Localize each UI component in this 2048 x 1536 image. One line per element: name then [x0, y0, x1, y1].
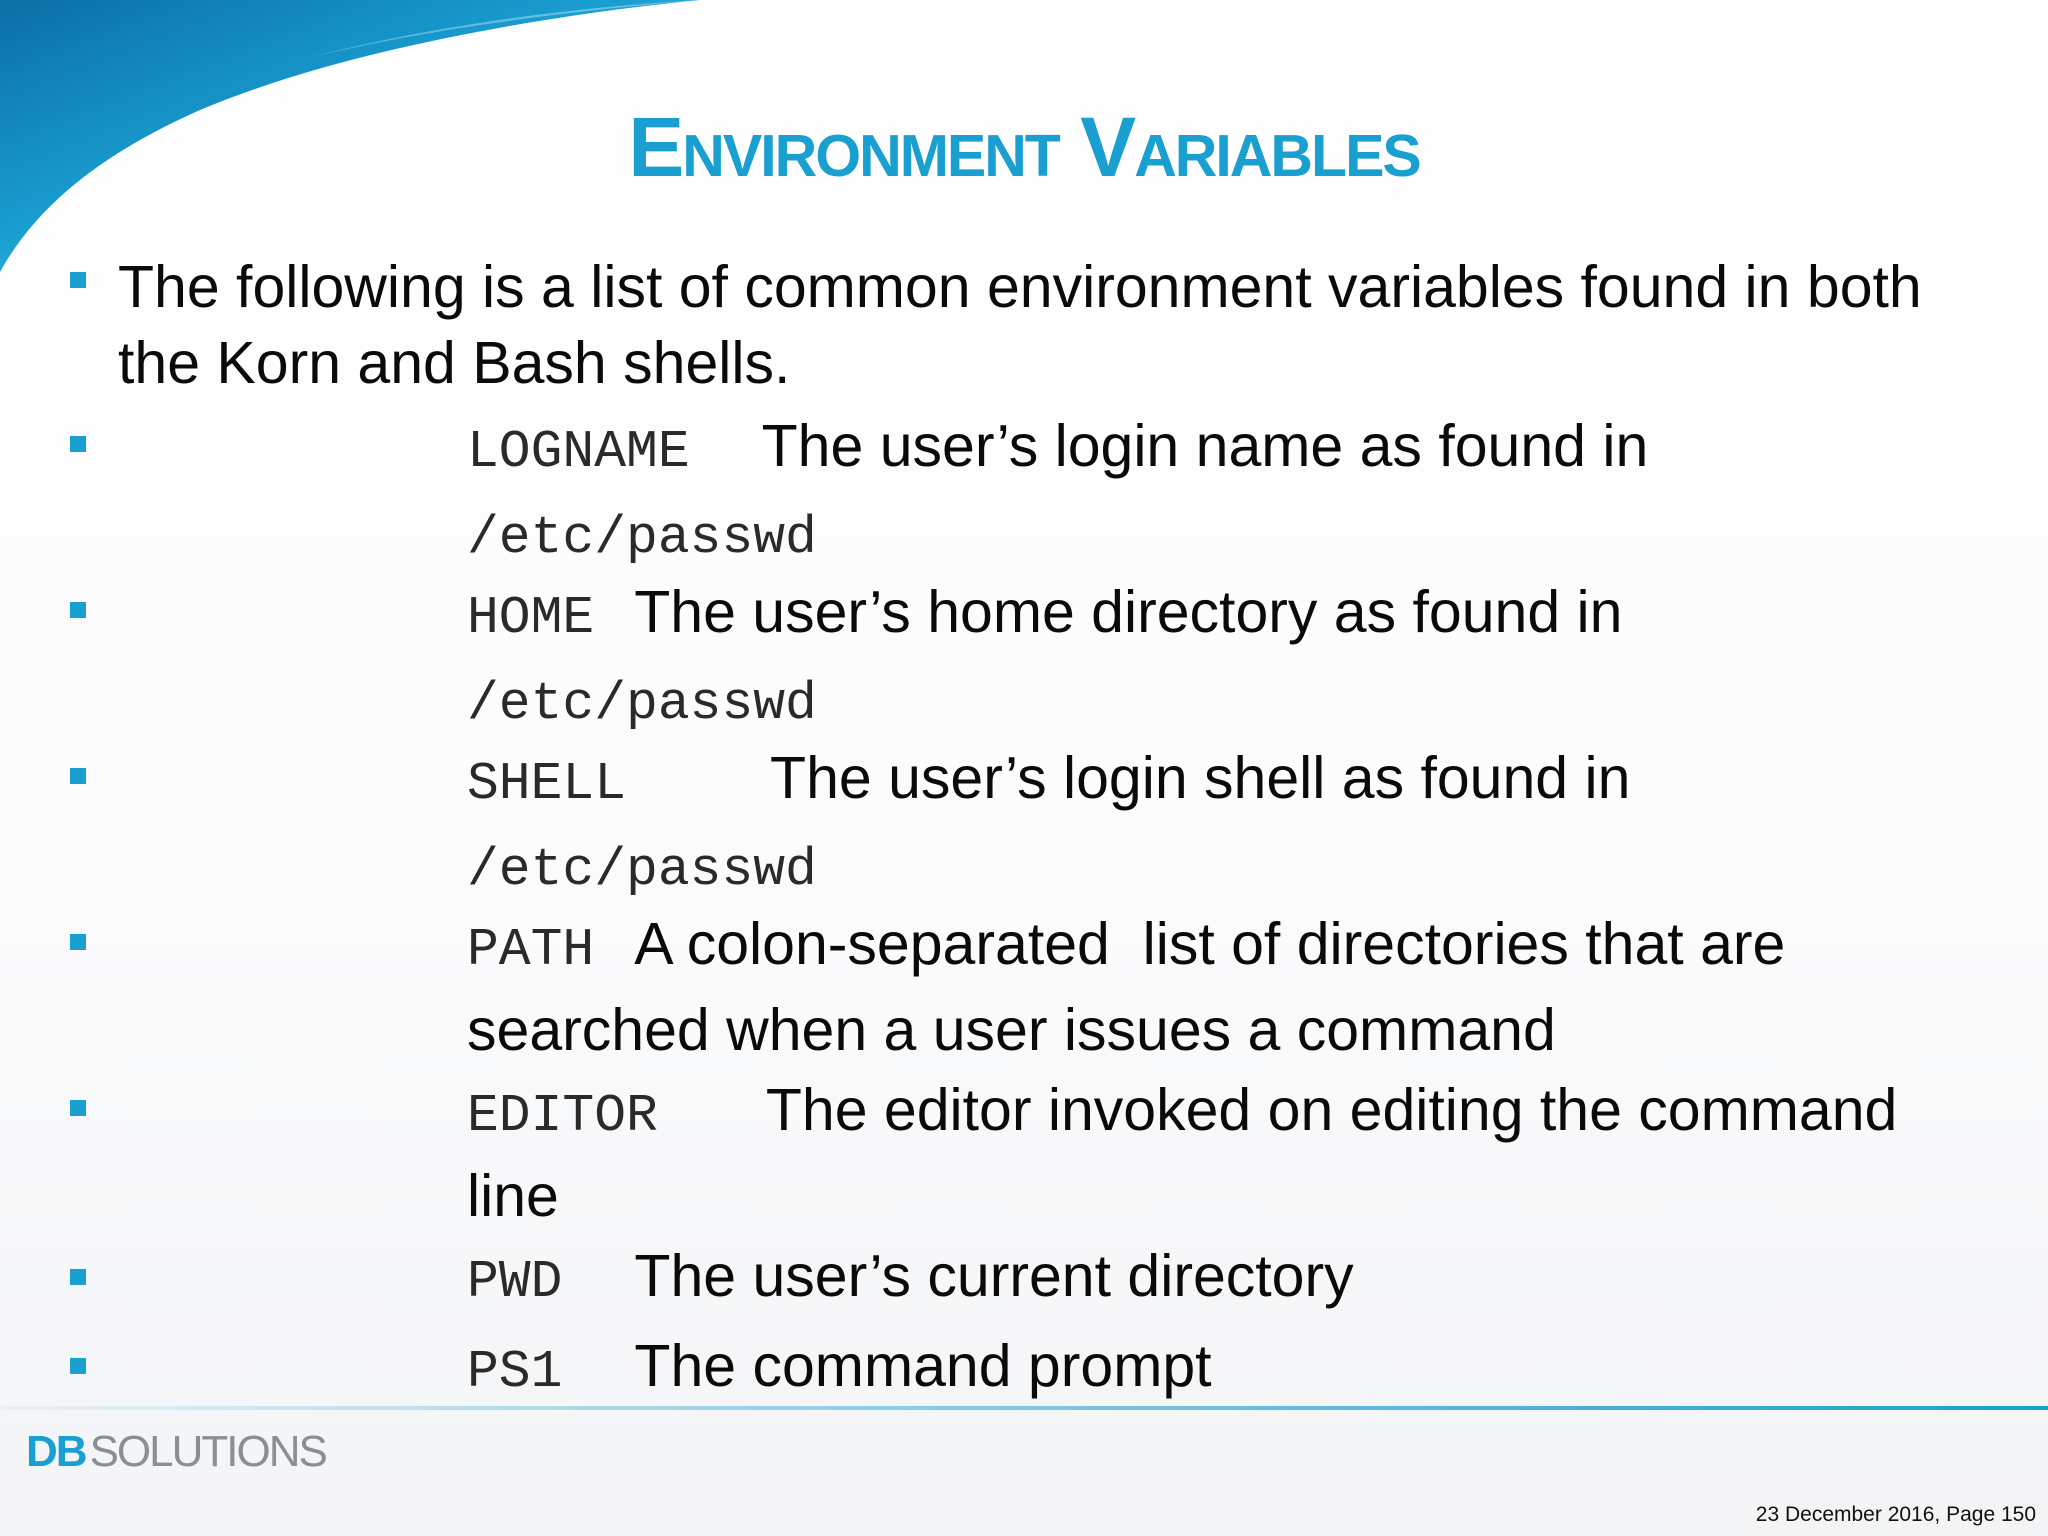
- env-var-name: HOME: [467, 588, 595, 648]
- env-var-description: The user’s login name as found in: [761, 413, 1649, 479]
- env-var-name: SHELL: [467, 754, 627, 814]
- env-var-description: The command prompt: [634, 1333, 1212, 1399]
- env-var-entry-editor: [467, 1070, 2037, 1236]
- footer-date-page: 23 December 2016, Page 150: [1755, 1503, 2036, 1526]
- bullet-marker: [70, 602, 86, 618]
- env-var-description: The user’s current directory: [634, 1243, 1354, 1309]
- env-var-name: LOGNAME: [467, 422, 690, 482]
- intro-text: The following is a list of common environment variables found in both the Korn and Bash shells.: [118, 254, 1922, 396]
- bullet-marker: [70, 1100, 86, 1116]
- env-var-entry-home: [467, 572, 2037, 744]
- env-var-entry-logname: [467, 406, 2037, 578]
- bullet-marker: [70, 436, 86, 452]
- bullet-marker: [70, 272, 86, 288]
- env-var-name: PATH: [467, 920, 595, 980]
- env-var-entry-path: [467, 904, 2037, 1070]
- env-var-path: /etc/passwd: [467, 674, 817, 734]
- env-var-description: The editor invoked on editing the command: [765, 1077, 1898, 1143]
- logo-suffix: SOLUTIONS: [89, 1427, 326, 1476]
- env-var-path: /etc/passwd: [467, 840, 817, 900]
- bullet-marker: [70, 1269, 86, 1285]
- env-var-entry-shell: [467, 738, 2037, 910]
- env-var-entry-ps1: [467, 1326, 2037, 1412]
- env-var-description: The user’s login shell as found in: [770, 745, 1631, 811]
- env-var-description: The user’s home directory as found in: [634, 579, 1623, 645]
- company-logo: [26, 1422, 326, 1482]
- slide-title: Environment Variables: [628, 100, 1420, 194]
- env-var-path: /etc/passwd: [467, 508, 817, 568]
- bullet-marker: [70, 1358, 86, 1374]
- env-var-name: EDITOR: [467, 1086, 658, 1146]
- env-var-description-continued: line: [467, 1163, 559, 1229]
- footer-divider: [0, 1406, 2048, 1410]
- env-var-name: PWD: [467, 1252, 563, 1312]
- env-var-name: PS1: [467, 1342, 563, 1402]
- env-var-description-continued: searched when a user issues a command: [467, 997, 1556, 1063]
- env-var-description: A colon-separated list of directories that are: [634, 911, 1786, 977]
- env-var-entry-pwd: [467, 1236, 2037, 1322]
- bullet-marker: [70, 934, 86, 950]
- bullet-marker: [70, 768, 86, 784]
- logo-prefix: DB: [26, 1427, 86, 1476]
